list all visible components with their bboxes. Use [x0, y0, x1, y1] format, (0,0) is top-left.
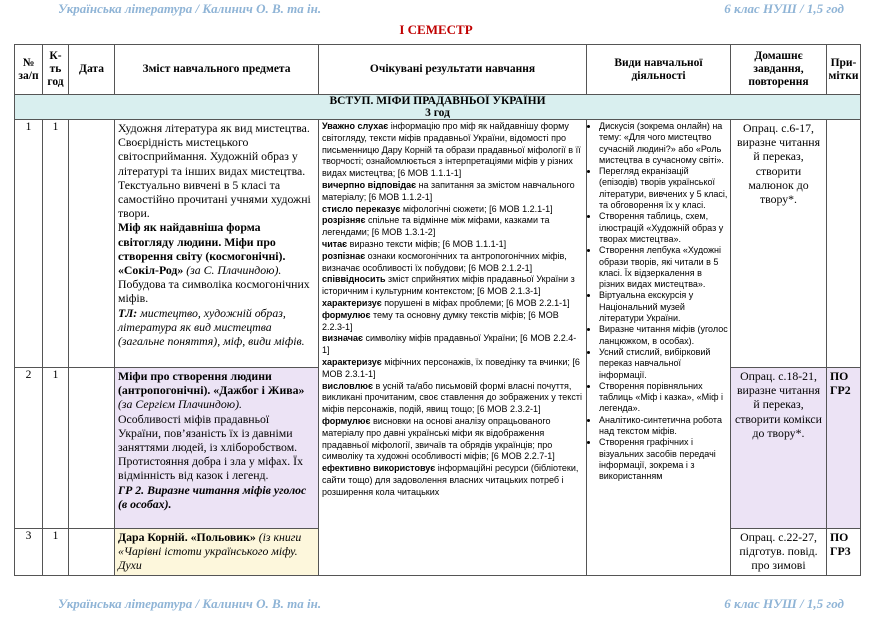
content-gr: ГР 2. Виразне читання міфів уголос (в особах).	[118, 482, 307, 511]
row-content	[115, 120, 319, 368]
result-verb: розпізнає	[322, 250, 366, 261]
row-notes	[827, 120, 861, 368]
activities-list	[589, 121, 728, 483]
activity-item: • Виразне читання міфів (уголос ланцюжком, в особах).	[599, 324, 728, 347]
col-date: Дата	[69, 45, 115, 95]
results-cell	[319, 120, 587, 576]
activity-item: • Аналітико-синтетична робота над текстом міфів.	[599, 415, 728, 438]
result-text: інформаційні ресурси (бібліотеки, сайти тощо) для задоволення власних читацьких потреб і розширення кола читацьких	[322, 463, 579, 497]
result-item	[322, 274, 583, 298]
result-text: зміст сприйнятих міфів прадавньої України з історичним і культурним контекстом; [6 МОВ 2.1.3-1]	[322, 274, 575, 297]
result-text: висновки на основі аналізу опрацьованого матеріалу про давні українські міфи як відображення прадавньої міфології, звичаїв та обрядів українців; про символіку та художні особливості міфів; [6 МОВ 2.2.7-1]	[322, 415, 555, 462]
section-row	[15, 95, 861, 120]
content-text: Художня література як вид мистецтва. Своєрідність мистецького світосприймання. Художній образ у літературі та інших видах мистецтва.	[118, 121, 310, 178]
result-verb: вичерпно відповідає	[322, 179, 417, 190]
header-left: Українська література / Калинич О. В. та ін.	[58, 1, 322, 16]
row-homework: Опрац. с.6-17, виразне читання й переказ, створити малюнок до твору*.	[731, 120, 827, 368]
result-item	[322, 215, 583, 239]
table-header-row	[15, 45, 861, 95]
footer-right: 6 клас НУШ / 1,5 год	[724, 596, 844, 611]
activity-item: • Перегляд екранізацій (епізодів) творів української літератури, вивчених у 5 класі, та обговорення їх у класі.	[599, 166, 728, 211]
result-item	[322, 333, 583, 357]
section-heading	[15, 95, 861, 120]
col-results: Очікувані результати навчання	[319, 45, 587, 95]
result-item	[322, 381, 583, 416]
result-text: міфологічні сюжети; [6 МОВ 1.2.1-1]	[400, 203, 553, 214]
result-item	[322, 310, 583, 334]
col-notes: При-мітки	[827, 45, 861, 95]
content-text: Побудова та символіка космогонічних міфів.	[118, 277, 310, 306]
footer-left: Українська література / Калинич О. В. та ін.	[58, 596, 322, 611]
row-num: 2	[15, 368, 43, 529]
semester-title: І СЕМЕСТР	[399, 22, 473, 37]
result-text: на запитання за змістом навчального матеріалу; [6 МОВ 1.1.2-1]	[322, 179, 575, 202]
result-text: символіку міфів прадавньої України; [6 МОВ 2.2.4-1]	[322, 333, 577, 356]
content-italic: (за С. Плачиндою).	[183, 263, 282, 278]
result-verb: визначає	[322, 333, 363, 344]
activity-item: • Створення порівняльних таблиць «Міф і казка», «Міф і легенда».	[599, 381, 728, 415]
row-num: 3	[15, 529, 43, 576]
result-verb: стисло переказує	[322, 203, 401, 214]
content-italic: (із книги «Чарівні істоти українського міфу. Духи	[118, 530, 302, 573]
row-homework: Опрац. с.18-21, виразне читання й переказ, створити комікси до твору*.	[731, 368, 827, 529]
result-text: порушені в міфах проблеми; [6 МОВ 2.2.1-1]	[381, 297, 570, 308]
activity-item: • Створення графічних і візуальних засобів передачі інформації, зокрема і з використанням	[599, 437, 728, 482]
result-text: ознаки космогонічних та антропогонічних міфів, визначає особливості їх побудови; [6 МОВ 2.1.2-1]	[322, 250, 567, 273]
result-text: міфічних персонажів, їх поведінку та вчинки; [6 МОВ 2.3.1-1]	[322, 356, 580, 379]
result-item	[322, 357, 583, 381]
result-verb: формулює	[322, 309, 371, 320]
content-bold: Міф як найдавніша форма світогляду людини. Міфи про створення світу (космогонічні). «Сокіл-Род»	[118, 220, 286, 278]
tl-label: ТЛ:	[118, 305, 138, 320]
result-verb: характеризує	[322, 356, 382, 367]
page-header	[0, 1, 872, 19]
result-item	[322, 239, 583, 251]
section-hours: 3 год	[425, 107, 450, 119]
col-num: № за/п	[15, 45, 43, 95]
col-content: Зміст навчального предмета	[115, 45, 319, 95]
row-num: 1	[15, 120, 43, 368]
curriculum-table	[14, 44, 861, 576]
section-title: ВСТУП. МІФИ ПРАДАВНЬОЇ УКРАЇНИ	[329, 95, 546, 107]
result-item	[322, 180, 583, 204]
row-notes: ПО ГР3	[827, 529, 861, 576]
activity-item: • Створення лепбука «Художні образи творів, які читали в 5 класі. Їх відзеркалення в різних видах мистецтва».	[599, 245, 728, 290]
row-content	[115, 368, 319, 529]
result-verb: характеризує	[322, 297, 382, 308]
result-verb: формулює	[322, 415, 371, 426]
table-row	[15, 120, 861, 368]
content-italic: (за Сергієм Плачиндою).	[118, 397, 242, 412]
row-date	[69, 368, 115, 529]
result-text: виразно тексти міфів; [6 МОВ 1.1.1-1]	[347, 238, 507, 249]
result-verb: читає	[322, 238, 348, 249]
result-verb: розрізняє	[322, 215, 366, 226]
row-content	[115, 529, 319, 576]
activity-item: • Віртуальна екскурсія у Національний музей літератури України.	[599, 290, 728, 324]
activity-item: • Усний стислий, вибірковий переказ навчальної інформації.	[599, 347, 728, 381]
row-hours: 1	[43, 529, 69, 576]
col-hours: К-ть год	[43, 45, 69, 95]
content-bold: Дара Корній. «Польовик»	[118, 530, 256, 544]
result-verb: Уважно слухає	[322, 121, 389, 131]
result-item	[322, 251, 583, 275]
results-list	[322, 121, 583, 499]
result-item	[322, 298, 583, 310]
row-hours: 1	[43, 368, 69, 529]
content-text: Текстуально вивчені в 5 класі та самостійно прочитані учнями художні твори.	[118, 177, 311, 221]
result-text: спільне та відмінне між міфами, казками та легендами; [6 МОВ 1.3.1-2]	[322, 215, 550, 238]
result-text: тему та основну думку текстів міфів; [6 МОВ 2.2.3-1]	[322, 309, 559, 332]
result-verb: висловлює	[322, 380, 373, 391]
result-verb: співвідносить	[322, 274, 386, 285]
content-text: Особливості міфів прадавньої України, пов’язаність їх із давніми заняттями людей, із хліборобством. Протистояння добра і зла у міфах. Їх відмінність від казок і легенд.	[118, 411, 304, 483]
col-activities: Види навчальної діяльності	[587, 45, 731, 95]
result-text: інформацію про міф як найдавнішу форму світогляду, тексти міфів прадавньої України, відомості про письменницю Дару Корній та образи прадавньої міфології в її творчості; ознайомлюється з інтерпретаціями міфів у різних видах мистецтва; [6 МОВ 1.1.1-1]	[322, 121, 581, 179]
row-homework: Опрац. с.22-27, підготув. повід. про зимові	[731, 529, 827, 576]
tl-text: мистецтво, художній образ, література як вид мистецтва (загальне поняття), міф, види міфів.	[118, 305, 305, 349]
result-text: в усній та/або письмовій формі власні почуття, викликані прочитаним, своє ставлення до зображених у тексті міфів персонажів, подій, явищ тощо; [6 МОВ 2.3.2-1]	[322, 380, 582, 415]
content-bold: Міфи про створення людини (антропогонічні). «Дажбог і Жива»	[118, 369, 305, 398]
header-right: 6 клас НУШ / 1,5 год	[724, 1, 844, 16]
result-item	[322, 204, 583, 216]
result-item	[322, 463, 583, 498]
row-notes: ПО ГР2	[827, 368, 861, 529]
result-item	[322, 416, 583, 463]
col-homework: Домашнє завдання, повторення	[731, 45, 827, 95]
activities-cell	[587, 120, 731, 576]
row-hours: 1	[43, 120, 69, 368]
activity-item: • Створення таблиць, схем, ілюстрацій «Художній образ у творах мистецтва».	[599, 211, 728, 245]
activity-item: • Дискусія (зокрема онлайн) на тему: «Для чого мистецтво сучасній людині?» або «Роль мистецтва в сучасному світі».	[599, 121, 728, 166]
result-verb: ефективно використовує	[322, 463, 436, 474]
page-footer	[0, 596, 872, 614]
row-date	[69, 529, 115, 576]
result-item	[322, 121, 583, 180]
row-date	[69, 120, 115, 368]
